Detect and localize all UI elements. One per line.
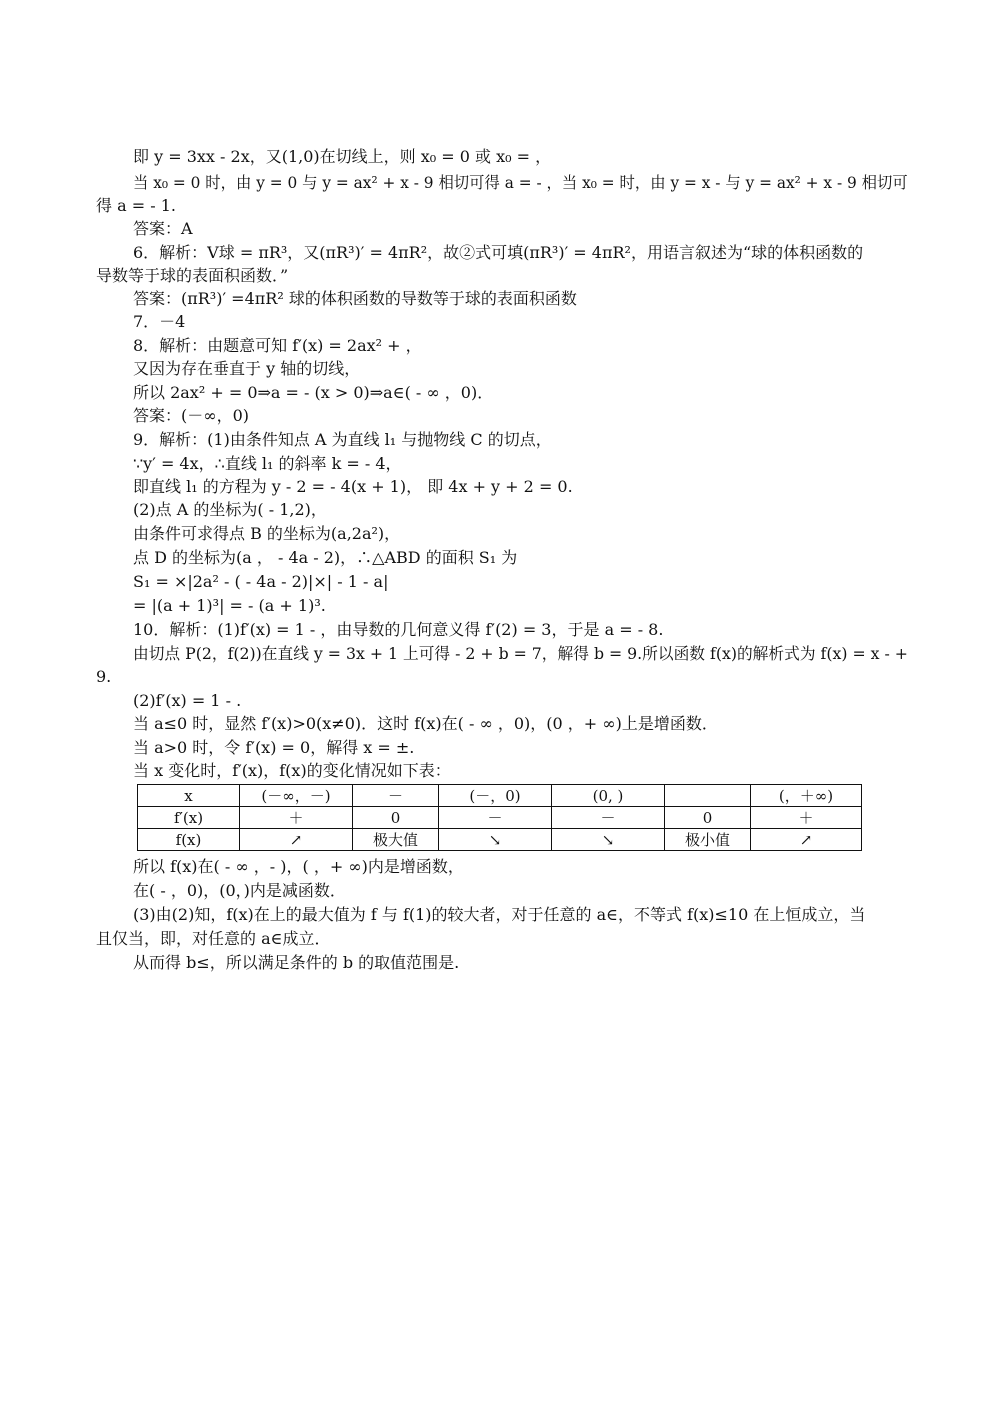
table-cell: 极小值 — [665, 829, 751, 851]
text-line: 所以 2ax² + = 0⇒a = - (x > 0)⇒a∈( - ∞ ，0)． — [133, 383, 494, 402]
table-cell: － — [439, 807, 552, 829]
text-line: 当 x₀ = 0 时，由 y = 0 与 y = ax² + x - 9 相切可得 a = - ，当 x₀ = 时，由 y = x - 与 y = ax² + x - 9 相切可 — [133, 173, 908, 192]
variation-table — [137, 784, 862, 851]
table-cell — [665, 785, 751, 807]
text-line: 由切点 P(2，f(2))在直线 y = 3x + 1 上可得 - 2 + b = 7，解得 b = 9.所以函数 f(x)的解析式为 f(x) = x - + — [133, 644, 908, 663]
table-cell: 极大值 — [353, 829, 439, 851]
table-cell: (－，0) — [439, 785, 552, 807]
text-line: 6．解析：V球 = πR³，又(πR³)′ = 4πR²，故②式可填(πR³)′ = 4πR²，用语言叙述为“球的体积函数的 — [133, 243, 864, 262]
text-line: S₁ = ×|2a² - ( - 4a - 2)|×| - 1 - a| — [133, 572, 389, 591]
text-line: 由条件可求得点 B 的坐标为(a,2a²)， — [133, 524, 401, 543]
table-cell: (0, ) — [552, 785, 665, 807]
table-cell: (－∞，－) — [240, 785, 353, 807]
table-cell: ↘ — [552, 829, 665, 851]
text-line: 8．解析：由题意可知 f′(x) = 2ax² + ， — [133, 336, 422, 355]
text-line: 当 a≤0 时，显然 f′(x)>0(x≠0)．这时 f(x)在( - ∞ ，0)，(0 ，+ ∞)上是增函数． — [133, 714, 718, 733]
table-cell: 0 — [353, 807, 439, 829]
text-line: 当 a>0 时，令 f′(x) = 0，解得 x = ±. — [133, 738, 415, 757]
text-line: 答案：(－∞，0) — [133, 406, 249, 425]
text-line: 又因为存在垂直于 y 轴的切线， — [133, 359, 361, 378]
text-line: 答案：(πR³)′ =4πR² 球的体积函数的导数等于球的表面积函数 — [133, 289, 577, 308]
table-row — [138, 829, 862, 851]
text-line: 导数等于球的表面积函数．” — [96, 266, 289, 285]
table-cell: － — [552, 807, 665, 829]
table-cell: ↗ — [751, 829, 862, 851]
table-cell: 0 — [665, 807, 751, 829]
text-line: 9. — [96, 667, 112, 686]
text-line: 即直线 l₁ 的方程为 y - 2 = - 4(x + 1)， 即 4x + y + 2 = 0. — [133, 477, 573, 496]
table-cell: f′(x) — [138, 807, 240, 829]
text-line: 在( - ，0)，(0，)内是减函数． — [133, 881, 346, 900]
table-cell: ↘ — [439, 829, 552, 851]
table-cell: － — [353, 785, 439, 807]
text-line: ∵y′ = 4x，∴直线 l₁ 的斜率 k = - 4， — [133, 454, 402, 473]
table-row — [138, 807, 862, 829]
table-cell: ＋ — [751, 807, 862, 829]
table-cell: ↗ — [240, 829, 353, 851]
text-line: 答案：A — [133, 219, 193, 238]
text-line: 7．－4 — [133, 312, 186, 331]
table-cell: f(x) — [138, 829, 240, 851]
text-line: = |(a + 1)³| = - (a + 1)³. — [133, 596, 326, 615]
table-cell: ＋ — [240, 807, 353, 829]
text-line: (2)f′(x) = 1 - . — [133, 691, 242, 710]
table-cell: (，＋∞) — [751, 785, 862, 807]
text-line: 当 x 变化时，f′(x)，f(x)的变化情况如下表： — [133, 761, 451, 780]
text-line: 即 y = 3xx - 2x，又(1,0)在切线上，则 x₀ = 0 或 x₀ = ， — [133, 147, 552, 166]
text-line: 10．解析：(1)f′(x) = 1 - ，由导数的几何意义得 f′(2) = 3，于是 a = - 8. — [133, 620, 664, 639]
text-line: 9．解析：(1)由条件知点 A 为直线 l₁ 与抛物线 C 的切点， — [133, 430, 552, 449]
text-line: (2)点 A 的坐标为( - 1,2)， — [133, 500, 327, 519]
table-cell: x — [138, 785, 240, 807]
text-line: 点 D 的坐标为(a ， - 4a - 2)，∴△ABD 的面积 S₁ 为 — [133, 548, 518, 567]
text-line: 得 a = - 1. — [96, 196, 176, 215]
text-line: 所以 f(x)在( - ∞ ，- )，( ，+ ∞)内是增函数， — [133, 857, 464, 876]
text-line: 从而得 b≤，所以满足条件的 b 的取值范围是. — [133, 953, 460, 972]
text-line: 且仅当，即，对任意的 a∈成立． — [96, 929, 331, 948]
table-row — [138, 785, 862, 807]
text-line: (3)由(2)知，f(x)在上的最大值为 f 与 f(1)的较大者，对于任意的 a∈，不等式 f(x)≤10 在上恒成立，当 — [133, 905, 866, 924]
